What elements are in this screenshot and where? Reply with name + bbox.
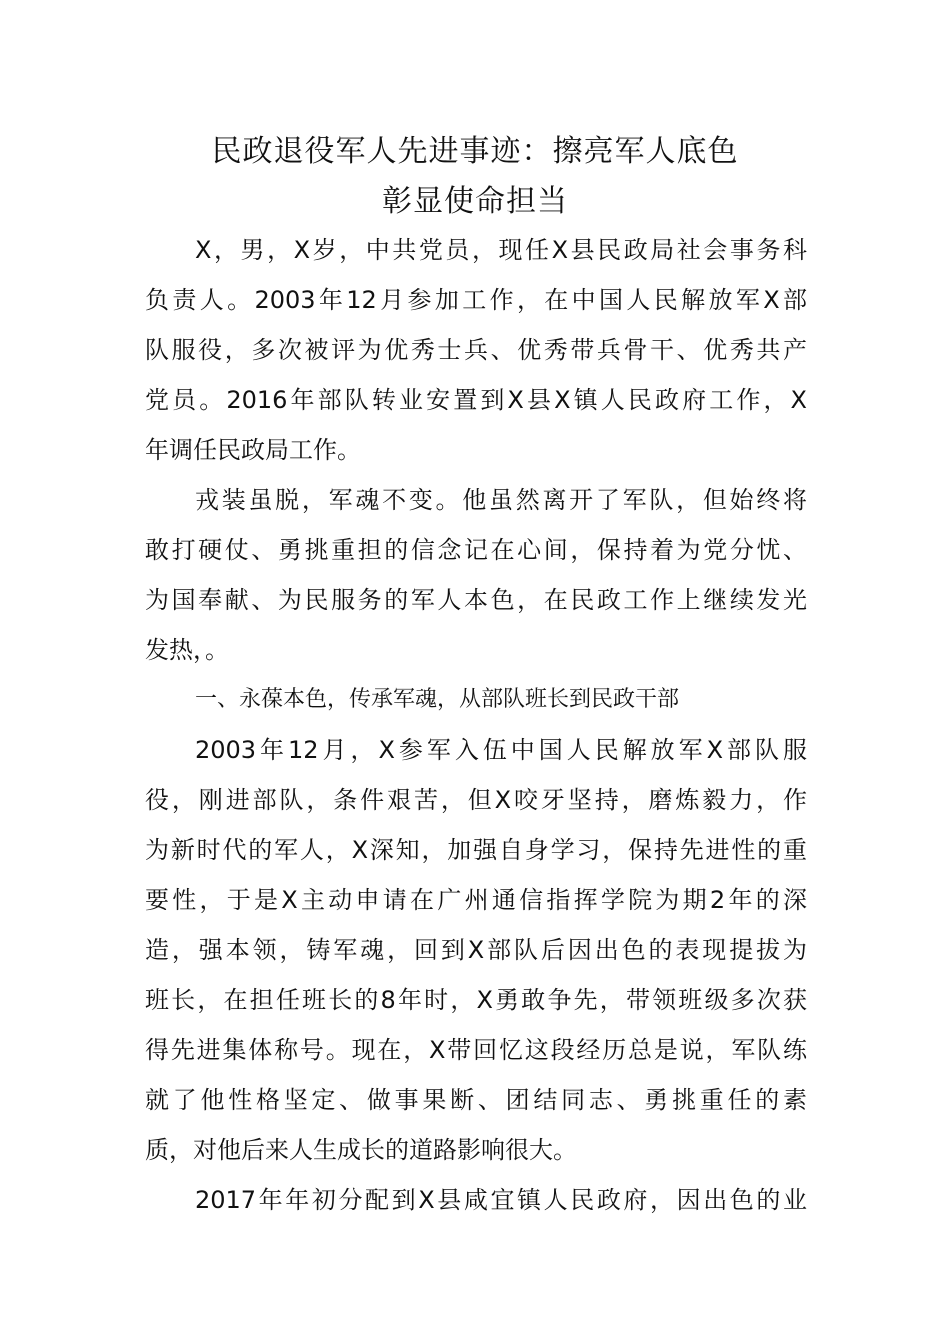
text-line: 2017年年初分配到X县咸宜镇人民政府，因出色的业 bbox=[195, 1186, 807, 1214]
text-line: 为国奉献、为民服务的军人本色，在民政工作上继续发光 bbox=[145, 586, 807, 614]
text-line: 负责人。2003年12月参加工作，在中国人民解放军X部 bbox=[145, 286, 807, 314]
text-line: 得先进集体称号。现在，X带回忆这段经历总是说，军队练 bbox=[145, 1036, 807, 1064]
text-line: 党员。2016年部队转业安置到X县X镇人民政府工作，X bbox=[145, 386, 807, 414]
section-heading: 一、永葆本色，传承军魂，从部队班长到民政干部 bbox=[195, 687, 680, 712]
text-line: 班长，在担任班长的8年时，X勇敢争先，带领班级多次获 bbox=[145, 986, 807, 1014]
text-line: 役，刚进部队，条件艰苦，但X咬牙坚持，磨炼毅力，作 bbox=[145, 786, 807, 814]
text-line: X，男，X岁，中共党员，现任X县民政局社会事务科 bbox=[195, 236, 807, 264]
text-line: 为新时代的军人，X深知，加强自身学习，保持先进性的重 bbox=[145, 836, 807, 864]
text-line: 戎装虽脱，军魂不变。他虽然离开了军队，但始终将 bbox=[195, 486, 807, 514]
document-title-line-2: 彰显使命担当 bbox=[382, 184, 568, 219]
text-line: 年调任民政局工作。 bbox=[145, 436, 361, 464]
document-title-line-1: 民政退役军人先进事迹：擦亮军人底色 bbox=[211, 134, 739, 169]
text-line: 2003年12月，X参军入伍中国人民解放军X部队服 bbox=[195, 736, 807, 764]
text-line: 要性，于是X主动申请在广州通信指挥学院为期2年的深 bbox=[145, 886, 807, 914]
text-line: 就了他性格坚定、做事果断、团结同志、勇挑重任的素 bbox=[145, 1086, 807, 1114]
text-line: 敢打硬仗、勇挑重担的信念记在心间，保持着为党分忧、 bbox=[145, 536, 807, 564]
text-line: 发热，。 bbox=[145, 636, 229, 664]
text-line: 造，强本领，铸军魂，回到X部队后因出色的表现提拔为 bbox=[145, 936, 807, 964]
text-line: 队服役，多次被评为优秀士兵、优秀带兵骨干、优秀共产 bbox=[145, 336, 807, 364]
text-line: 质，对他后来人生成长的道路影响很大。 bbox=[145, 1136, 577, 1164]
